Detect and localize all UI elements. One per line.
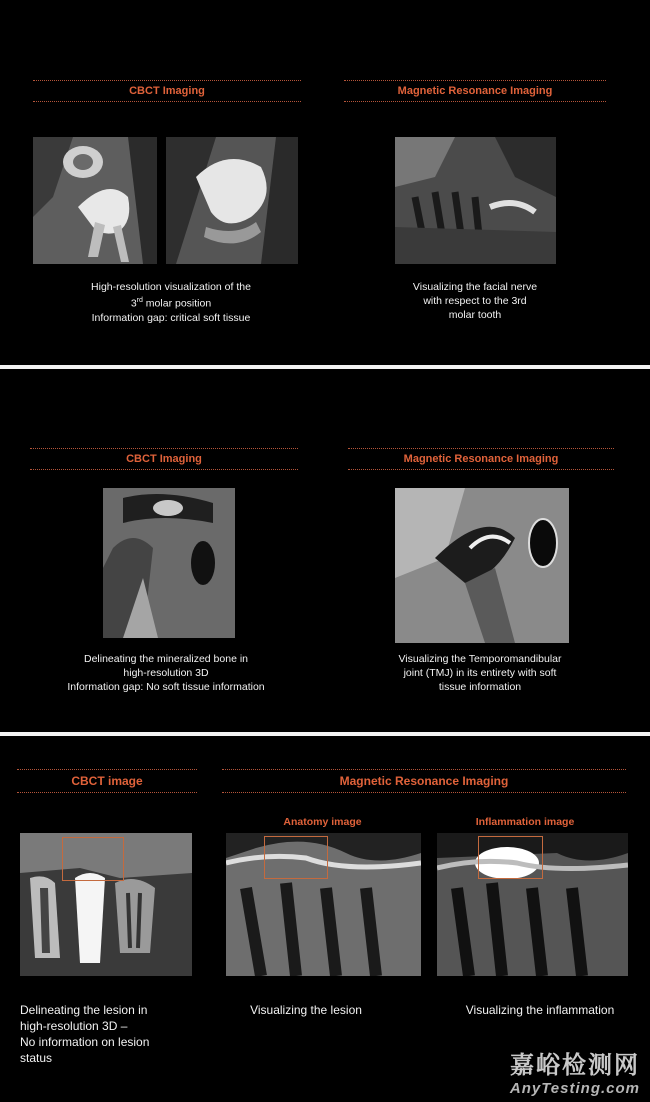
inflammation-subheader: Inflammation image bbox=[475, 816, 575, 828]
cbct-header: CBCT image bbox=[17, 769, 197, 793]
inflammation-caption: Visualizing the inflammation bbox=[465, 1003, 615, 1017]
cbct-caption: High-resolution visualization of the 3rd molar position Information gap: critical soft tissue bbox=[91, 281, 251, 324]
cbct-caption: Delineating the mineralized bone in high-resolution 3D Information gap: No soft tissue information bbox=[67, 653, 265, 693]
cbct-molar-scan-axial bbox=[33, 137, 157, 264]
lesion-roi-box bbox=[264, 836, 328, 879]
lesion-roi-box bbox=[478, 836, 543, 879]
mri-header: Magnetic Resonance Imaging bbox=[222, 769, 626, 793]
mri-caption: Visualizing the facial nerve with respect to the 3rd molar tooth bbox=[412, 281, 538, 321]
mri-facial-nerve-scan bbox=[395, 137, 556, 264]
mri-tmj-scan bbox=[395, 488, 569, 643]
watermark-en: AnyTesting.com bbox=[509, 1080, 640, 1097]
mri-header: Magnetic Resonance Imaging bbox=[348, 448, 614, 470]
cbct-molar-scan-sagittal bbox=[166, 137, 298, 264]
anatomy-caption: Visualizing the lesion bbox=[250, 1003, 362, 1017]
cbct-tmj-scan bbox=[103, 488, 235, 638]
lesion-roi-box bbox=[62, 837, 124, 881]
panel-third-molar bbox=[0, 0, 650, 365]
mri-header: Magnetic Resonance Imaging bbox=[344, 80, 606, 102]
watermark bbox=[510, 1045, 640, 1097]
panel-lesion bbox=[0, 737, 650, 1102]
separator bbox=[0, 365, 650, 369]
separator bbox=[0, 732, 650, 736]
watermark-cn: 嘉峪检测网 bbox=[510, 1051, 640, 1079]
cbct-header: CBCT Imaging bbox=[33, 80, 301, 102]
mri-caption: Visualizing the Temporomandibular joint (TMJ) in its entirety with soft tissue information bbox=[398, 653, 562, 693]
anatomy-subheader: Anatomy image bbox=[283, 816, 362, 828]
cbct-header: CBCT Imaging bbox=[30, 448, 298, 470]
panel-tmj bbox=[0, 370, 650, 732]
cbct-caption: Delineating the lesion in high-resolution 3D – No information on lesion status bbox=[20, 1003, 150, 1065]
